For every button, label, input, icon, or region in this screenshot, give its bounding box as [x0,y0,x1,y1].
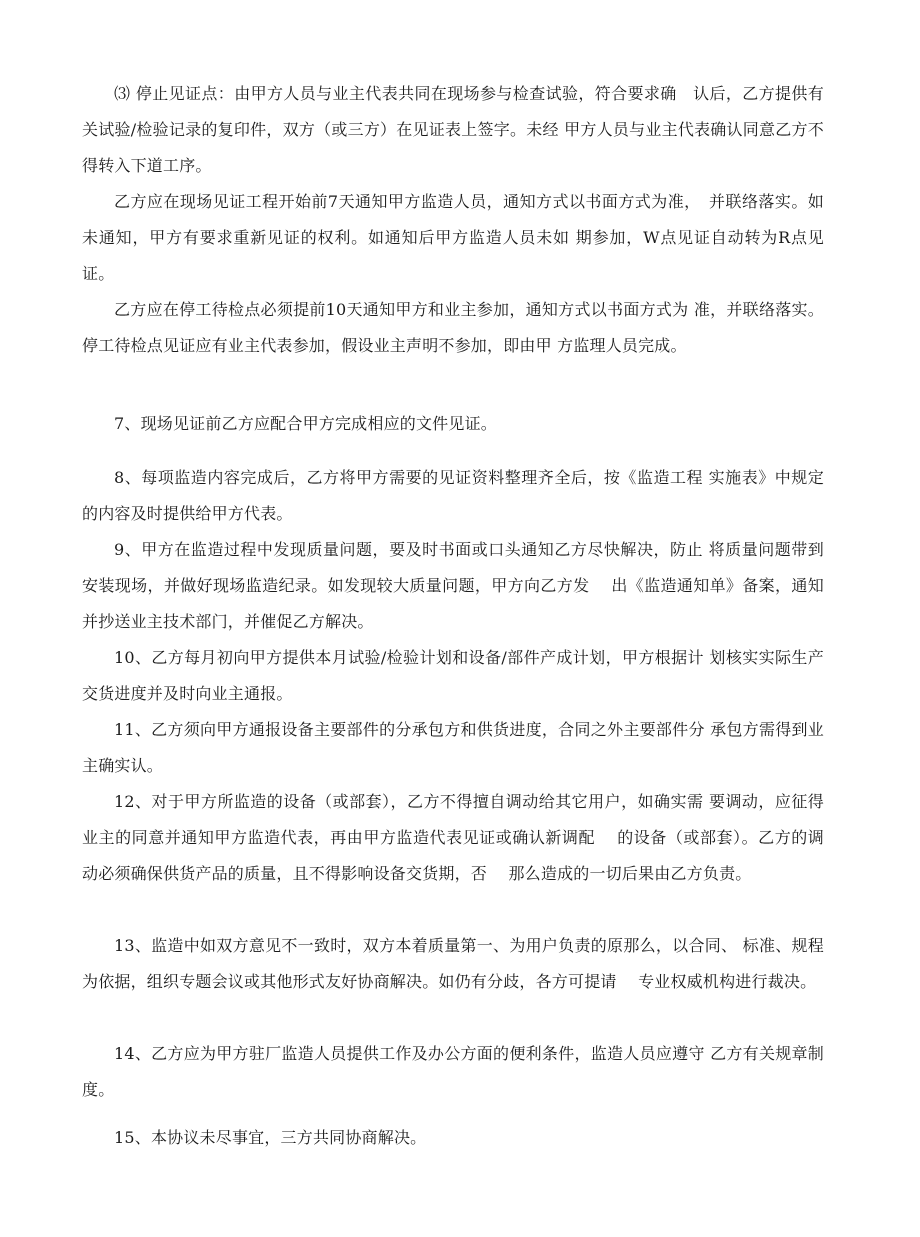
paragraph-item-8: 8、每项监造内容完成后，乙方将甲方需要的见证资料整理齐全后，按《监造工程 实施表》中规定的内容及时提供给甲方代表。 [82,468,824,523]
paragraph-item-14: 14、乙方应为甲方驻厂监造人员提供工作及办公方面的便利条件，监造人员应遵守 乙方有关规章制度。 [82,1044,824,1099]
paragraph-item-15: 15、本协议未尽事宜，三方共同协商解决。 [114,1128,427,1147]
paragraph-hold-point-notice: 乙方应在停工待检点必须提前10天通知甲方和业主参加，通知方式以书面方式为 准，并联络落实。停工待检点见证应有业主代表参加，假设业主声明不参加，即由甲 方监理人员完成。 [82,300,824,355]
paragraph-item-9: 9、甲方在监造过程中发现质量问题，要及时书面或口头通知乙方尽快解决，防止 将质量问题带到安装现场，并做好现场监造纪录。如发现较大质量问题，甲方向乙方发 出《监造通知单》备案，通知并抄送业主技术部门，并催促乙方解决。 [82,540,824,631]
paragraph-item-11: 11、乙方须向甲方通报设备主要部件的分承包方和供货进度，合同之外主要部件分 承包方需得到业主确实认。 [82,720,824,775]
paragraph-item-13: 13、监造中如双方意见不一致时，双方本着质量第一、为用户负责的原那么，以合同、 标准、规程为依据，组织专题会议或其他形式友好协商解决。如仍有分歧，各方可提请 专业权威机构进行裁决。 [82,936,824,991]
paragraph-item-10: 10、乙方每月初向甲方提供本月试验/检验计划和设备/部件产成计划，甲方根据计 划核实实际生产交货进度并及时向业主通报。 [82,648,824,703]
paragraph-item-12: 12、对于甲方所监造的设备（或部套），乙方不得擅自调动给其它用户，如确实需 要调动，应征得业主的同意并通知甲方监造代表，再由甲方监造代表见证或确认新调配 的设备（或部套）。乙方的调动必须确保供货产品的质量，且不得影响设备交货期，否 那么造成的一切后果由乙方负责。 [82,792,824,883]
paragraph-stop-witness-point: ⑶ 停止见证点：由甲方人员与业主代表共同在现场参与检查试验，符合要求确 认后，乙方提供有关试验/检验记录的复印件，双方（或三方）在见证表上签字。未经 甲方人员与业主代表确认同意乙方不得转入下道工序。 [82,84,824,175]
paragraph-witness-notice: 乙方应在现场见证工程开始前7天通知甲方监造人员，通知方式以书面方式为准， 并联络落实。如未通知，甲方有要求重新见证的权利。如通知后甲方监造人员未如 期参加，W点见证自动转为R点见证。 [82,192,824,283]
paragraph-item-7: 7、现场见证前乙方应配合甲方完成相应的文件见证。 [114,414,497,433]
